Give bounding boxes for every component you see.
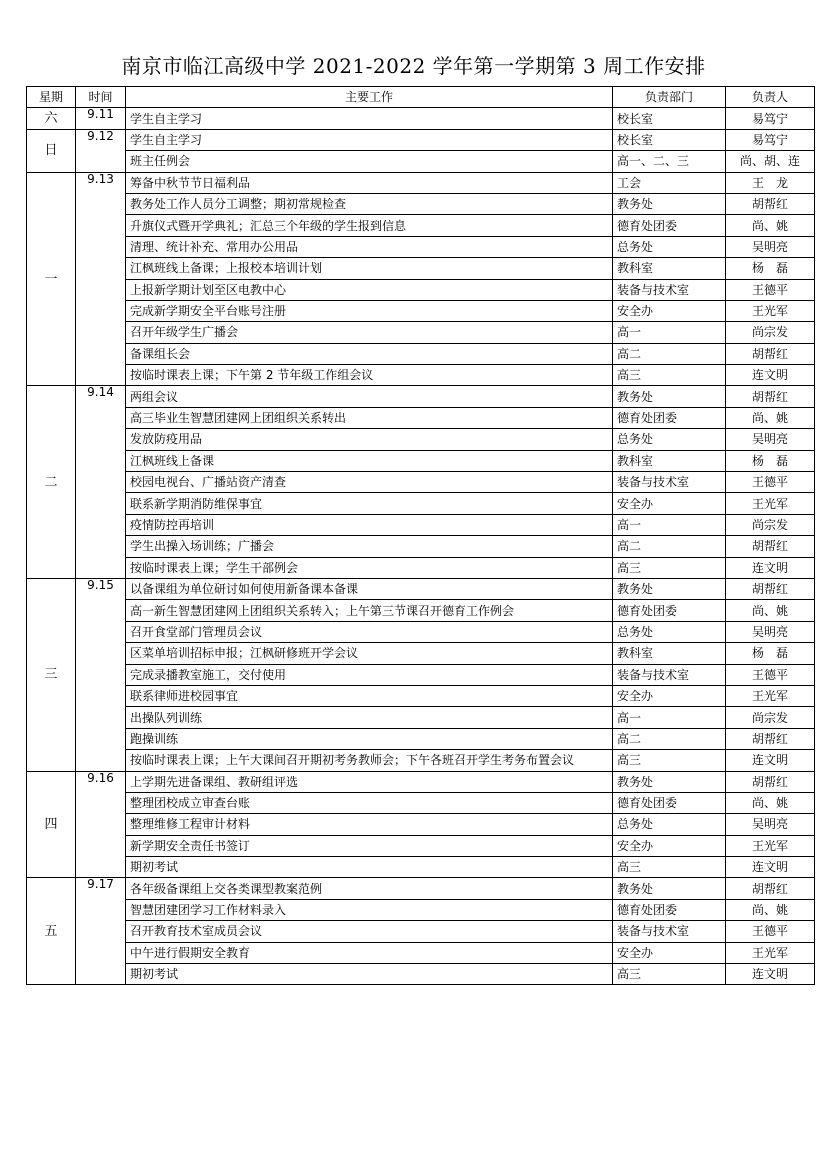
work-cell: 跑操训练 <box>126 728 613 749</box>
work-cell: 召开年级学生广播会 <box>126 322 613 343</box>
work-cell: 召开食堂部门管理员会议 <box>126 621 613 642</box>
header-dept: 负责部门 <box>613 87 726 108</box>
weekday-cell: 日 <box>27 129 76 172</box>
date-cell: 9.14 <box>76 386 126 579</box>
work-cell: 各年级备课组上交各类课型教案范例 <box>126 878 613 899</box>
dept-cell: 德育处团委 <box>613 792 726 813</box>
work-cell: 期初考试 <box>126 857 613 878</box>
dept-cell: 校长室 <box>613 129 726 150</box>
dept-cell: 装备与技术室 <box>613 921 726 942</box>
date-cell: 9.13 <box>76 172 126 386</box>
person-cell: 王 龙 <box>726 172 815 193</box>
table-row <box>27 365 815 386</box>
dept-cell: 高二 <box>613 343 726 364</box>
table-row <box>27 835 815 856</box>
person-cell: 尚、姚 <box>726 215 815 236</box>
person-cell: 王光军 <box>726 942 815 963</box>
work-cell: 疫情防控再培训 <box>126 514 613 535</box>
table-row <box>27 643 815 664</box>
person-cell: 胡帮红 <box>726 193 815 214</box>
dept-cell: 高一 <box>613 514 726 535</box>
work-cell: 高三毕业生智慧团建网上团组织关系转出 <box>126 407 613 428</box>
dept-cell: 高二 <box>613 728 726 749</box>
dept-cell: 高三 <box>613 857 726 878</box>
work-cell: 江枫班线上备课 <box>126 450 613 471</box>
weekday-cell: 三 <box>27 578 76 771</box>
date-cell: 9.15 <box>76 578 126 771</box>
work-cell: 整理维修工程审计材料 <box>126 814 613 835</box>
work-cell: 班主任例会 <box>126 151 613 172</box>
dept-cell: 教务处 <box>613 193 726 214</box>
person-cell: 杨 磊 <box>726 643 815 664</box>
work-cell: 中午进行假期安全教育 <box>126 942 613 963</box>
table-row <box>27 578 815 599</box>
schedule-body <box>27 108 815 985</box>
person-cell: 吴明亮 <box>726 621 815 642</box>
person-cell: 尚宗发 <box>726 707 815 728</box>
table-row <box>27 193 815 214</box>
person-cell: 胡帮红 <box>726 878 815 899</box>
dept-cell: 德育处团委 <box>613 407 726 428</box>
table-row <box>27 707 815 728</box>
dept-cell: 高一 <box>613 707 726 728</box>
dept-cell: 德育处团委 <box>613 215 726 236</box>
dept-cell: 安全办 <box>613 942 726 963</box>
table-row <box>27 964 815 985</box>
table-row <box>27 942 815 963</box>
header-row <box>27 87 815 108</box>
person-cell: 连文明 <box>726 750 815 771</box>
person-cell: 胡帮红 <box>726 728 815 749</box>
header-day: 星期 <box>27 87 76 108</box>
dept-cell: 总务处 <box>613 814 726 835</box>
dept-cell: 装备与技术室 <box>613 664 726 685</box>
table-row <box>27 129 815 150</box>
table-row <box>27 899 815 920</box>
table-row <box>27 771 815 792</box>
dept-cell: 装备与技术室 <box>613 472 726 493</box>
person-cell: 王光军 <box>726 493 815 514</box>
dept-cell: 高三 <box>613 557 726 578</box>
table-row <box>27 322 815 343</box>
work-cell: 期初考试 <box>126 964 613 985</box>
person-cell: 王德平 <box>726 664 815 685</box>
work-cell: 高一新生智慧团建网上团组织关系转入；上午第三节课召开德育工作例会 <box>126 600 613 621</box>
schedule-table <box>26 86 815 985</box>
dept-cell: 总务处 <box>613 621 726 642</box>
person-cell: 胡帮红 <box>726 578 815 599</box>
table-row <box>27 429 815 450</box>
table-row <box>27 215 815 236</box>
dept-cell: 装备与技术室 <box>613 279 726 300</box>
table-row <box>27 343 815 364</box>
table-row <box>27 750 815 771</box>
table-row <box>27 857 815 878</box>
person-cell: 杨 磊 <box>726 258 815 279</box>
person-cell: 连文明 <box>726 964 815 985</box>
work-cell: 江枫班线上备课；上报校本培训计划 <box>126 258 613 279</box>
person-cell: 尚、胡、连 <box>726 151 815 172</box>
weekday-cell: 一 <box>27 172 76 386</box>
work-cell: 升旗仪式暨开学典礼；汇总三个年级的学生报到信息 <box>126 215 613 236</box>
person-cell: 易笃宁 <box>726 129 815 150</box>
work-cell: 整理团校成立审查台账 <box>126 792 613 813</box>
work-cell: 两组会议 <box>126 386 613 407</box>
table-row <box>27 600 815 621</box>
person-cell: 易笃宁 <box>726 108 815 129</box>
work-cell: 备课组长会 <box>126 343 613 364</box>
dept-cell: 教务处 <box>613 878 726 899</box>
person-cell: 胡帮红 <box>726 536 815 557</box>
work-cell: 清理、统计补充、常用办公用品 <box>126 236 613 257</box>
person-cell: 杨 磊 <box>726 450 815 471</box>
table-row <box>27 407 815 428</box>
table-row <box>27 557 815 578</box>
table-row <box>27 386 815 407</box>
table-row <box>27 279 815 300</box>
person-cell: 王德平 <box>726 921 815 942</box>
table-row <box>27 792 815 813</box>
work-cell: 筹备中秋节节日福利品 <box>126 172 613 193</box>
page-title: 南京市临江高级中学 2021-2022 学年第一学期第 3 周工作安排 <box>121 54 706 78</box>
person-cell: 王德平 <box>726 279 815 300</box>
table-row <box>27 921 815 942</box>
work-cell: 以备课组为单位研讨如何使用新备课本备课 <box>126 578 613 599</box>
dept-cell: 校长室 <box>613 108 726 129</box>
work-cell: 完成录播教室施工，交付使用 <box>126 664 613 685</box>
work-cell: 召开教育技术室成员会议 <box>126 921 613 942</box>
table-row <box>27 108 815 129</box>
table-row <box>27 685 815 706</box>
work-cell: 区菜单培训招标申报；江枫研修班开学会议 <box>126 643 613 664</box>
dept-cell: 高一、二、三 <box>613 151 726 172</box>
work-cell: 教务处工作人员分工调整；期初常规检查 <box>126 193 613 214</box>
weekday-cell: 四 <box>27 771 76 878</box>
dept-cell: 工会 <box>613 172 726 193</box>
work-cell: 新学期安全责任书签订 <box>126 835 613 856</box>
work-cell: 上报新学期计划至区电教中心 <box>126 279 613 300</box>
table-row <box>27 514 815 535</box>
table-row <box>27 300 815 321</box>
person-cell: 尚宗发 <box>726 514 815 535</box>
dept-cell: 教务处 <box>613 386 726 407</box>
person-cell: 吴明亮 <box>726 429 815 450</box>
person-cell: 王光军 <box>726 685 815 706</box>
table-row <box>27 236 815 257</box>
dept-cell: 高二 <box>613 536 726 557</box>
table-row <box>27 450 815 471</box>
table-row <box>27 536 815 557</box>
table-row <box>27 728 815 749</box>
header-work: 主要工作 <box>126 87 613 108</box>
header-date: 时间 <box>76 87 126 108</box>
work-cell: 出操队列训练 <box>126 707 613 728</box>
date-cell: 9.11 <box>76 108 126 129</box>
table-row <box>27 258 815 279</box>
person-cell: 尚、姚 <box>726 899 815 920</box>
table-row <box>27 878 815 899</box>
person-cell: 王德平 <box>726 472 815 493</box>
table-row <box>27 151 815 172</box>
person-cell: 尚宗发 <box>726 322 815 343</box>
weekday-cell: 二 <box>27 386 76 579</box>
dept-cell: 高三 <box>613 365 726 386</box>
date-cell: 9.16 <box>76 771 126 878</box>
weekday-cell: 六 <box>27 108 76 129</box>
dept-cell: 德育处团委 <box>613 899 726 920</box>
dept-cell: 教务处 <box>613 771 726 792</box>
dept-cell: 总务处 <box>613 429 726 450</box>
dept-cell: 教科室 <box>613 643 726 664</box>
table-row <box>27 664 815 685</box>
table-row <box>27 621 815 642</box>
person-cell: 连文明 <box>726 365 815 386</box>
work-cell: 联系新学期消防维保事宜 <box>126 493 613 514</box>
header-person: 负责人 <box>726 87 815 108</box>
dept-cell: 安全办 <box>613 300 726 321</box>
dept-cell: 总务处 <box>613 236 726 257</box>
dept-cell: 高一 <box>613 322 726 343</box>
dept-cell: 安全办 <box>613 685 726 706</box>
person-cell: 尚、姚 <box>726 407 815 428</box>
work-cell: 校园电视台、广播站资产清查 <box>126 472 613 493</box>
dept-cell: 教科室 <box>613 450 726 471</box>
work-cell: 上学期先进备课组、教研组评选 <box>126 771 613 792</box>
dept-cell: 教科室 <box>613 258 726 279</box>
person-cell: 连文明 <box>726 557 815 578</box>
table-row <box>27 814 815 835</box>
person-cell: 尚、姚 <box>726 600 815 621</box>
table-row <box>27 493 815 514</box>
person-cell: 王光军 <box>726 300 815 321</box>
dept-cell: 安全办 <box>613 835 726 856</box>
work-cell: 联系律师进校园事宜 <box>126 685 613 706</box>
person-cell: 胡帮红 <box>726 386 815 407</box>
person-cell: 尚、姚 <box>726 792 815 813</box>
work-cell: 按临时课表上课；下午第 2 节年级工作组会议 <box>126 365 613 386</box>
person-cell: 连文明 <box>726 857 815 878</box>
table-row <box>27 472 815 493</box>
person-cell: 胡帮红 <box>726 771 815 792</box>
person-cell: 吴明亮 <box>726 236 815 257</box>
dept-cell: 安全办 <box>613 493 726 514</box>
table-row <box>27 172 815 193</box>
work-cell: 学生自主学习 <box>126 108 613 129</box>
work-cell: 按临时课表上课；学生干部例会 <box>126 557 613 578</box>
person-cell: 王光军 <box>726 835 815 856</box>
work-cell: 发放防疫用品 <box>126 429 613 450</box>
dept-cell: 高三 <box>613 750 726 771</box>
work-cell: 按临时课表上课；上午大课间召开期初考务教师会；下午各班召开学生考务布置会议 <box>126 750 613 771</box>
work-cell: 完成新学期安全平台账号注册 <box>126 300 613 321</box>
weekday-cell: 五 <box>27 878 76 985</box>
date-cell: 9.12 <box>76 129 126 172</box>
person-cell: 胡帮红 <box>726 343 815 364</box>
dept-cell: 德育处团委 <box>613 600 726 621</box>
work-cell: 学生自主学习 <box>126 129 613 150</box>
date-cell: 9.17 <box>76 878 126 985</box>
work-cell: 智慧团建团学习工作材料录入 <box>126 899 613 920</box>
dept-cell: 高三 <box>613 964 726 985</box>
work-cell: 学生出操入场训练；广播会 <box>126 536 613 557</box>
dept-cell: 教务处 <box>613 578 726 599</box>
person-cell: 吴明亮 <box>726 814 815 835</box>
